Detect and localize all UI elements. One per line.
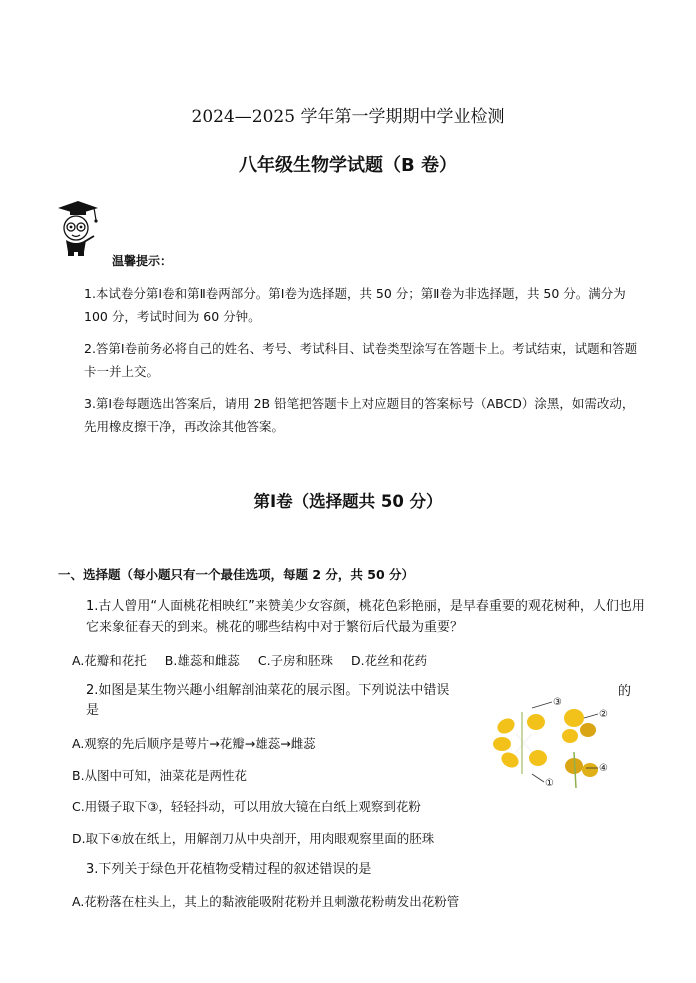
graduate-mascot-icon — [54, 198, 102, 260]
question-2-stem-tail: 的 — [618, 684, 632, 699]
question-2-option-d: D.取下④放在纸上，用解剖刀从中央剖开，用肉眼观察里面的胚珠 — [72, 831, 435, 846]
question-1-stem: 1.古人曾用“人面桃花相映红”来赞美少女容颜，桃花色彩艳丽，是早春重要的观花树种，人们也用它来象征春天的到来。桃花的哪些结构中对于繁衍后代最为重要？ — [86, 599, 645, 635]
question-3-stem: 3.下列关于绿色开花植物受精过程的叙述错误的是 — [86, 862, 372, 877]
question-1-option-c: C.子房和胚珠 — [257, 653, 334, 668]
rapeseed-flower-dissection-figure — [492, 694, 632, 790]
tips-title: 温馨提示： — [112, 254, 173, 268]
question-2-stem-line2: 是 — [86, 703, 100, 718]
figure-label-3: ③ — [553, 697, 562, 708]
tip-item-3 — [58, 392, 646, 438]
question-1-option-a: A.花瓣和花托 — [72, 653, 147, 668]
figure-label-1: ① — [545, 778, 554, 789]
question-2-option-a: A.观察的先后顺序是萼片→花瓣→雄蕊→雌蕊 — [72, 736, 316, 751]
question-1-option-b: B.雄蕊和雌蕊 — [164, 653, 240, 668]
exam-title: 2024—2025 学年第一学期期中学业检测 — [191, 107, 505, 127]
question-1-options — [72, 651, 441, 669]
subject-title: 八年级生物学试题（B 卷） — [239, 155, 457, 176]
question-3-option-a: A.花粉落在柱头上，其上的黏液能吸附花粉并且刺激花粉萌发出花粉管 — [72, 894, 460, 909]
section-title: 第Ⅰ卷（选择题共 50 分） — [253, 492, 443, 511]
tip-item-3-text: 3.第Ⅰ卷每题选出答案后，请用 2B 铅笔把答题卡上对应题目的答案标号（ABCD）涂黑，如需改动，先用橡皮擦干净，再改涂其他答案。 — [84, 396, 635, 434]
question-1-option-d: D.花丝和花药 — [351, 653, 428, 668]
question-2-stem: 2.如图是某生物兴趣小组解剖油菜花的展示图。下列说法中错误 — [86, 683, 450, 698]
tip-item-2 — [58, 337, 646, 383]
tip-item-2-text: 2.答第Ⅰ卷前务必将自己的姓名、考号、考试科目、试卷类型涂写在答题卡上。考试结束，试题和答题卡一并上交。 — [84, 341, 638, 379]
question-2-option-c: C.用镊子取下③，轻轻抖动，可以用放大镜在白纸上观察到花粉 — [72, 799, 421, 814]
tip-item-1-text: 1.本试卷分第Ⅰ卷和第Ⅱ卷两部分。第Ⅰ卷为选择题，共 50 分；第Ⅱ卷为非选择题，共 50 分。满分为 100 分，考试时间为 60 分钟。 — [84, 286, 626, 324]
question-2-option-b: B.从图中可知，油菜花是两性花 — [72, 768, 248, 783]
tip-item-1 — [58, 282, 646, 328]
figure-label-2: ② — [599, 709, 608, 720]
part-header: 一、选择题（每小题只有一个最佳选项，每题 2 分，共 50 分） — [58, 567, 415, 582]
figure-label-4: ④ — [599, 763, 608, 774]
